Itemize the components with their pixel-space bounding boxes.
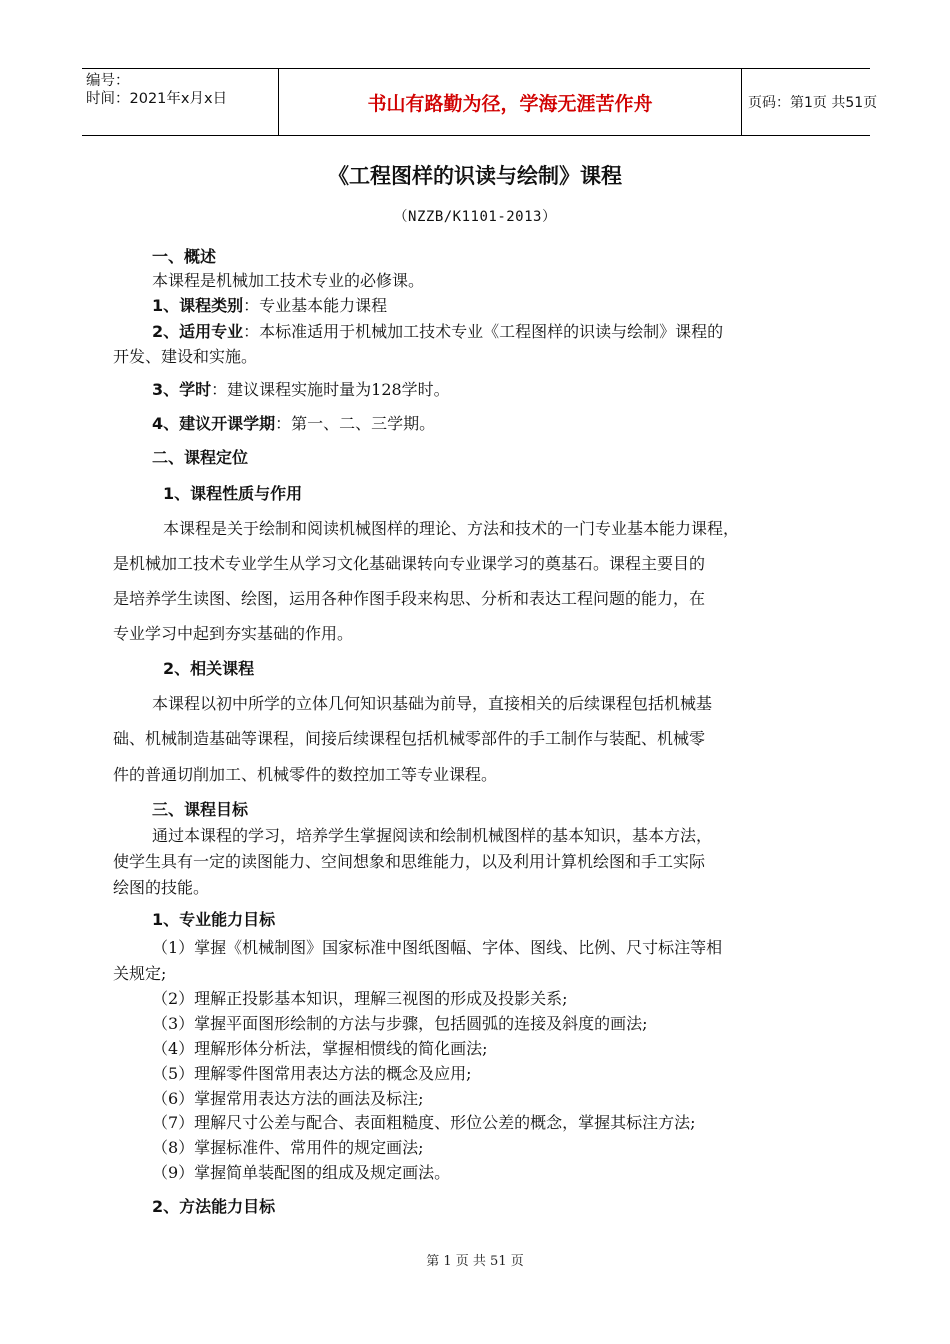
paragraph-line: 专业学习中起到夯实基础的作用。 [113,624,354,643]
item-label: 3、学时 [152,380,212,399]
section-heading: 二、课程定位 [152,448,249,467]
subsection-heading: 1、专业能力目标 [152,910,276,929]
item-text: ：建议课程实施时量为128学时。 [211,380,450,399]
paragraph-line: 开发、建设和实施。 [113,347,258,366]
goal-item: （9）掌握简单装配图的组成及规定画法。 [152,1163,451,1182]
subsection-heading: 2、相关课程 [163,659,255,678]
header-page-label: 页码：第1页 共51页 [748,95,878,111]
goal-item: （2）理解正投影基本知识，理解三视图的形成及投影关系; [152,989,568,1008]
section-heading: 三、课程目标 [152,800,249,819]
paragraph-line: 是机械加工技术专业学生从学习文化基础课转向专业课学习的奠基石。课程主要目的 [113,554,706,573]
document-title: 《工程图样的识读与绘制》课程 [328,164,622,188]
header-meta [82,69,278,135]
paragraph-line: 础、机械制造基础等课程，间接后续课程包括机械零部件的手工制作与装配、机械零 [113,729,706,748]
paragraph-line: 件的普通切削加工、机械零件的数控加工等专业课程。 [113,765,498,784]
goal-item: （3）掌握平面图形绘制的方法与步骤，包括圆弧的连接及斜度的画法; [152,1014,648,1033]
document-code: （NZZB/K1101-2013） [393,209,557,225]
item-hours [152,377,450,400]
goal-item: （8）掌握标准件、常用件的规定画法; [152,1138,424,1157]
paragraph-line: 是培养学生读图、绘图，运用各种作图手段来构思、分析和表达工程问题的能力，在 [113,589,706,608]
number-label: 编号： [86,73,130,89]
goal-item: （7）理解尺寸公差与配合、表面粗糙度、形位公差的概念，掌握其标注方法; [152,1113,696,1132]
page-footer: 第 1 页 共 51 页 [426,1254,524,1269]
goal-item: （1）掌握《机械制图》国家标准中图纸图幅、字体、图线、比例、尺寸标注等相 [152,938,723,957]
paragraph-line: 通过本课程的学习，培养学生掌握阅读和绘制机械图样的基本知识，基本方法， [152,826,713,845]
subsection-heading: 2、方法能力目标 [152,1197,276,1216]
paragraph-line: 本课程以初中所学的立体几何知识基础为前导，直接相关的后续课程包括机械基 [152,694,713,713]
item-semester [152,411,435,434]
paragraph-line: 本课程是关于绘制和阅读机械图样的理论、方法和技术的一门专业基本能力课程， [163,519,740,538]
section-heading: 一、概述 [152,247,217,266]
item-text: ：本标准适用于机械加工技术专业《工程图样的识读与绘制》课程的 [243,322,724,341]
item-text: ：专业基本能力课程 [243,296,388,315]
item-label: 1、课程类别 [152,296,244,315]
goal-item: （5）理解零件图常用表达方法的概念及应用; [152,1064,472,1083]
page-header [82,68,878,136]
item-applicable-major [152,319,723,342]
date-label: 时间：2021年x月x日 [86,91,228,107]
goal-item: （4）理解形体分析法，掌握相惯线的简化画法; [152,1039,488,1058]
subsection-heading: 1、课程性质与作用 [163,484,303,503]
header-motto: 书山有路勤为径，学海无涯苦作舟 [278,69,742,135]
paragraph-line: 关规定; [113,964,167,983]
paragraph-line: 绘图的技能。 [113,878,210,897]
item-course-type [152,293,387,316]
item-label: 2、适用专业 [152,322,244,341]
item-label: 4、建议开课学期 [152,414,276,433]
paragraph-line: 使学生具有一定的读图能力、空间想象和思维能力，以及利用计算机绘图和手工实际 [113,852,706,871]
item-text: ：第一、二、三学期。 [275,414,436,433]
paragraph-line: 本课程是机械加工技术专业的必修课。 [152,271,425,290]
goal-item: （6）掌握常用表达方法的画法及标注; [152,1089,424,1108]
